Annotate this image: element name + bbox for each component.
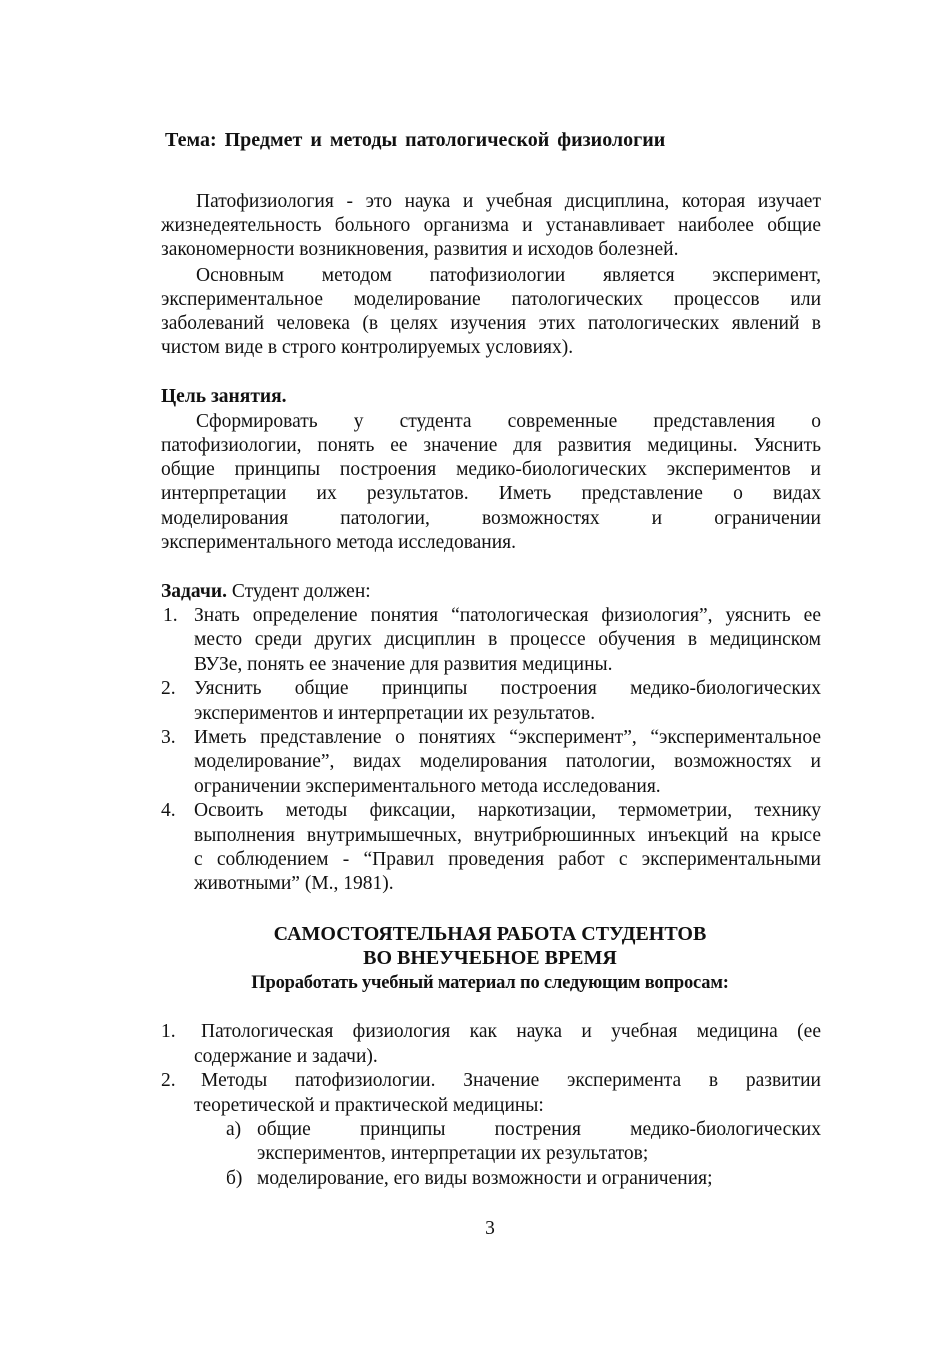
- question-number: 2.: [161, 1070, 176, 1091]
- goal-line-5: моделирования патологии, возможностях и ограничении: [161, 508, 821, 529]
- subitem-label: а): [226, 1119, 242, 1140]
- task-4-line-2: выполнения внутримышечных, внутрибрюшинных инъекций на крысе: [194, 825, 821, 846]
- question-1-line-2: содержание и задачи).: [194, 1046, 378, 1067]
- selfwork-heading-2: ВО ВНЕУЧЕБНОЕ ВРЕМЯ: [363, 947, 617, 969]
- goal-heading: Цель занятия.: [161, 386, 287, 407]
- task-4-line-4: животными” (М., 1981).: [194, 873, 394, 894]
- question-1-line-1: Патологическая физиология как наука и учебная медицина (ее: [201, 1021, 821, 1042]
- task-1-line-1: Знать определение понятия “патологическая физиология”, уяснить ее: [194, 605, 821, 626]
- task-1-line-2: место среди других дисциплин в процессе обучения в медицинском: [194, 629, 821, 650]
- subitem-a-line-2: экспериментов, интерпретации их результатов;: [257, 1143, 649, 1164]
- subitem-a-line-1: общие принципы пострения медико-биологических: [257, 1119, 821, 1140]
- task-3-line-2: моделирование”, видах моделирования патологии, возможностях и: [194, 751, 821, 772]
- selfwork-heading-1: САМОСТОЯТЕЛЬНАЯ РАБОТА СТУДЕНТОВ: [273, 923, 707, 945]
- goal-line-6: экспериментального метода исследования.: [161, 532, 517, 553]
- question-number: 1.: [161, 1021, 176, 1042]
- goal-line-2: патофизиологии, понять ее значение для развития медицины. Уяснить: [161, 435, 821, 456]
- page-number: 3: [485, 1218, 495, 1239]
- task-number: 3.: [161, 727, 176, 748]
- intro-p1-line-2: жизнедеятельность больного организма и устанавливает наиболее общие: [161, 215, 821, 236]
- goal-line-1: Сформировать у студента современные представления о: [196, 411, 821, 432]
- subitem-label: б): [226, 1168, 243, 1189]
- intro-p2-line-3: заболеваний человека (в целях изучения этих патологических явлений в: [161, 313, 821, 334]
- task-1-line-3: ВУЗе, понять ее значение для развития медицины.: [194, 654, 613, 675]
- task-number: 1.: [163, 605, 178, 626]
- task-2-line-1: Уяснить общие принципы построения медико-биологических: [194, 678, 821, 699]
- task-3-line-3: ограничении экспериментального метода исследования.: [194, 776, 661, 797]
- tasks-heading: Задачи.: [161, 581, 227, 602]
- task-2-line-2: экспериментов и интерпретации их результатов.: [194, 703, 596, 724]
- task-4-line-3: с соблюдением - “Правил проведения работ с экспериментальными: [194, 849, 821, 870]
- task-3-line-1: Иметь представление о понятиях “эксперимент”, “экспериментальное: [194, 727, 821, 748]
- page-title: Тема: Предмет и методы патологической физиологии: [165, 129, 666, 151]
- task-4-line-1: Освоить методы фиксации, наркотизации, термометрии, технику: [194, 800, 821, 821]
- intro-p2-line-2: экспериментальное моделирование патологических процессов или: [161, 289, 821, 310]
- task-number: 2.: [161, 678, 176, 699]
- tasks-heading-line: [161, 580, 821, 604]
- subitem-b-line-1: моделирование, его виды возможности и ограничения;: [257, 1168, 713, 1189]
- task-number: 4.: [161, 800, 176, 821]
- tasks-intro: Студент должен:: [231, 581, 371, 602]
- goal-line-4: интерпретации их результатов. Иметь представление о видах: [161, 483, 821, 504]
- selfwork-subheading: Проработать учебный материал по следующим вопросам:: [251, 973, 729, 993]
- question-2-line-1: Методы патофизиологии. Значение эксперимента в развитии: [201, 1070, 821, 1091]
- intro-p2-line-1: Основным методом патофизиологии является эксперимент,: [196, 265, 821, 286]
- intro-p1-line-1: Патофизиология - это наука и учебная дисциплина, которая изучает: [196, 191, 821, 212]
- intro-p2-line-4: чистом виде в строго контролируемых условиях).: [161, 337, 574, 358]
- goal-line-3: общие принципы построения медико-биологических экспериментов и: [161, 459, 821, 480]
- question-2-line-2: теоретической и практической медицины:: [194, 1095, 544, 1116]
- intro-p1-line-3: закономерности возникновения, развития и исходов болезней.: [161, 239, 679, 260]
